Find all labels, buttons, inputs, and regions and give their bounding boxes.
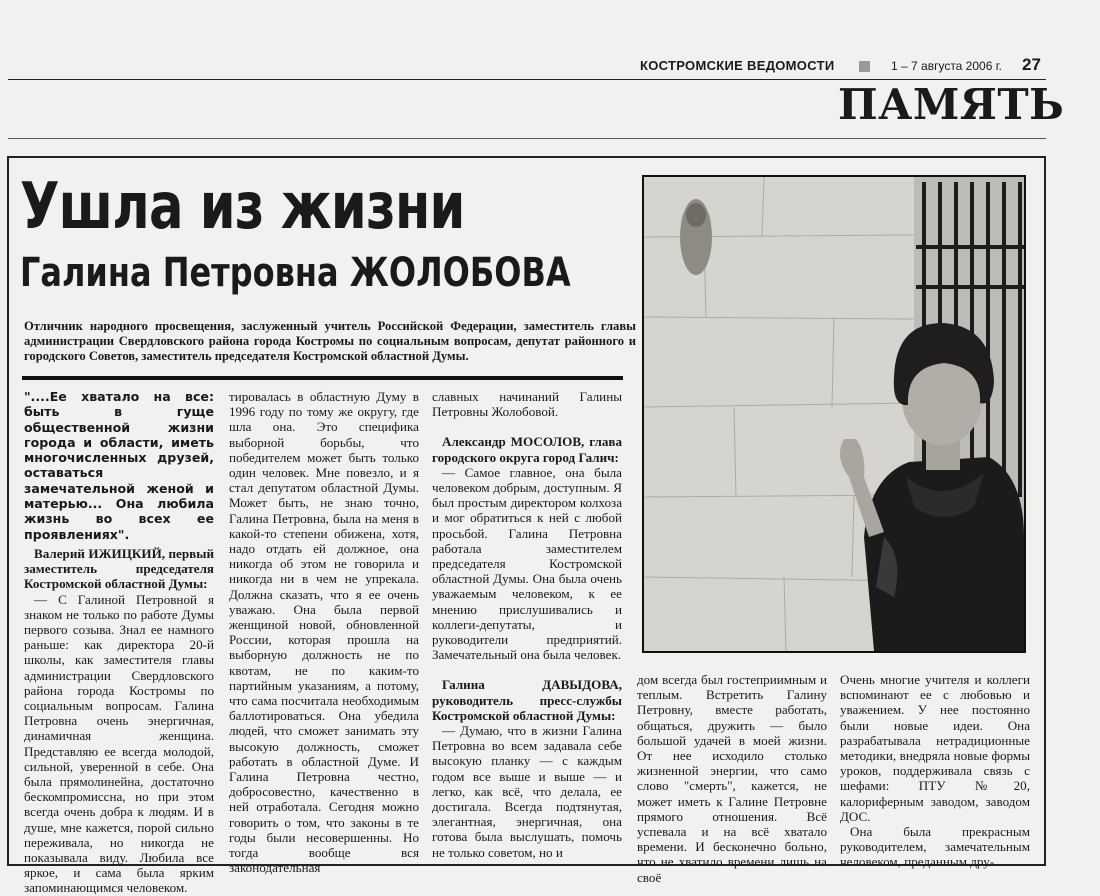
spacer — [432, 419, 622, 434]
paragraph: Она была прекрасным руководителем, замечательным человеком, преданным дру- — [840, 824, 1030, 870]
spacer — [432, 662, 622, 677]
pull-quote: "....Ее хватало на все: быть в гуще общественной жизни города и области, иметь многочисленных друзей, оставаться замечательной женой и матерью... Она любила жизнь во всех ее проявлениях". — [24, 389, 214, 542]
column-4 — [637, 672, 827, 885]
column-5 — [840, 672, 1030, 870]
article-lead: Отличник народного просвещения, заслуженный учитель Российской Федерации, заместитель главы администрации Свердловского района города Костромы по социальным вопросам, депутат районного и городского Советов, заместитель председателя Костромской областной Думы. — [24, 319, 636, 363]
author-signature: Александр МОСОЛОВ, глава городского округа город Галич: — [432, 434, 622, 465]
paragraph: тировалась в областную Думу в 1996 году по тому же округу, где шла она. Это специфика выборной борьбы, что победителем может быть только один человек. Мне повезло, и я стал депутатом областной Думы. Может быть, не знаю точно, Галина Петровна, была на меня в какой-то степени обижена, хотя, надо отдать ей должное, она никогда об этом не говорила и никогда ни в чем не упрекала. Должна сказать, что я ее очень уважаю. Она была первой женщиной новой, обновленной России, которая прошла на выборную должность не по квотам, не по каким-то партийным указаниям, а потому, что сама посчитала необходимым баллотироваться. Она убедила людей, что сможет занимать эту высокую должность, сможет работать в областной Думе. И Галина Петровна честно, добросовестно, качественно в ней отработала. Сегодня можно говорить о том, что законы в те годы были несовершенны. Но тогда вообще вся законодательная — [229, 389, 419, 876]
paragraph: дом всегда был гостеприимным и теплым. Встретить Галину Петровну, вместе работать, общаться, дружить — было большой удачей в моей жизни. От нее исходило столько жизненной энергии, что само слово "смерть", кажется, не может иметь к Галине Петровне прямого отношения. Всё успевала и на всё хватало времени. И бесконечно больно, что не хватило времени лишь на своё — [637, 672, 827, 885]
column-2 — [229, 389, 419, 876]
column-3 — [432, 389, 622, 860]
paragraph: — Думаю, что в жизни Галина Петровна во всем задавала себе высокую планку — с каждым годом все выше и выше — и легко, как всё, что делала, ее достигала. Всегда подтянутая, элегантная, энергичная, она готова была выслушать, помочь не только советом, но и — [432, 723, 622, 860]
separator-square-icon — [859, 61, 870, 72]
headline-main: Ушла из жизни — [20, 170, 465, 244]
lead-rule — [22, 376, 623, 380]
section-rule — [8, 138, 1046, 139]
paragraph: Очень многие учителя и коллеги вспоминают ее с любовью и уважением. У нее постоянно были новые идеи. Она разрабатывала нетрадиционные методики, внедряла новые формы уроков, поддерживала связь с шефами: ПТУ №20, калориферным заводом, заводом ДОС. — [840, 672, 1030, 824]
page-number: 27 — [1022, 55, 1041, 74]
paragraph: — С Галиной Петровной я знаком не только по работе Думы первого созыва. Знал ее намного раньше: как директора 20-й школы, как заместителя главы администрации Свердловского района города Костромы по социальным вопросам. Галина Петровна очень энергичная, динамичная женщина. Представляю ее всегда молодой, сильной, уверенной в себе. Она была прямолинейна, достаточно бескомпромиссна, но при этом всегда очень добра к людям. И в душе, мне кажется, порой сильно переживала, но никогда не показывала виду. Любила все яркое, и сама была ярким запоминающимся человеком. — [24, 591, 214, 896]
section-title: ПАМЯТЬ — [838, 80, 1065, 129]
headline-name: Галина Петровна ЖОЛОБОВА — [20, 250, 571, 296]
masthead — [0, 0, 1100, 129]
paragraph: славных начинаний Галины Петровны Жолобовой. — [432, 389, 622, 420]
column-1 — [24, 389, 214, 896]
author-signature: Галина ДАВЫДОВА, руководитель пресс-службы Костромской областной Думы: — [432, 677, 622, 723]
author-signature: Валерий ИЖИЦКИЙ, первый заместитель председателя Костромской областной Думы: — [24, 545, 214, 592]
paragraph: — Самое главное, она была человеком добрым, доступным. Я был простым директором колхоза и мог обратиться к ней с любой просьбой. Галина Петровна работала заместителем председателя Костромской областной Думы. Она была очень уважаемым человеком, к ее мнению прислушивались и коллеги-депутаты, и руководители предприятий. Замечательный она была человек. — [432, 464, 622, 663]
portrait-photo — [642, 175, 1026, 653]
issue-date: 1 – 7 августа 2006 г. — [891, 59, 1002, 73]
newspaper-name: КОСТРОМСКИЕ ВЕДОМОСТИ — [640, 58, 835, 73]
